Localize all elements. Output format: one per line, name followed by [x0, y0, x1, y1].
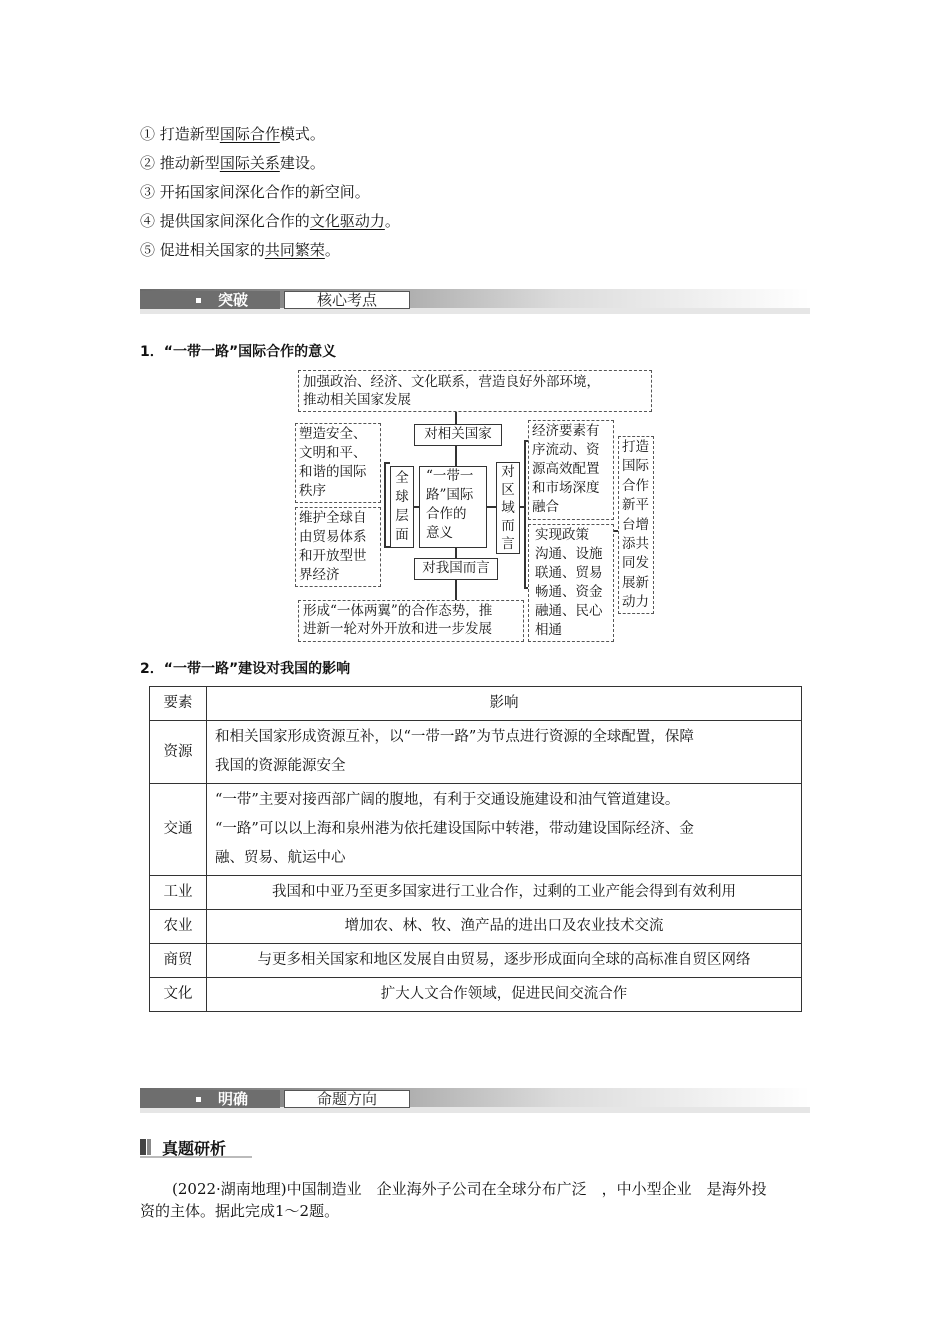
heading-impact: 2．“一带一路”建设对我国的影响 — [140, 661, 351, 677]
question-intro-line1: (2022·湖南地理)中国制造业 企业海外子公司在全球分布广泛 ，中小型企业 是海外投 — [172, 1180, 767, 1198]
left-box-trade: 维护全球自 由贸易体系 和开放型世 界经济 — [295, 507, 381, 587]
list-item: ③ 开拓国家间深化合作的新空间。 — [140, 183, 370, 201]
list-item: ② 推动新型国际关系建设。 — [140, 154, 325, 172]
table-row: 资源 和相关国家形成资源互补，以“一带一路”为节点进行资源的全球配置，保障 我国的资源能源安全 — [150, 721, 802, 784]
heading-real-questions: 真题研析 — [162, 1139, 227, 1158]
right-box-economy: 经济要素有 序流动、资 源高效配置 和市场深度 融合 — [528, 420, 614, 520]
to-china-box: 对我国而言 — [414, 558, 498, 580]
diagram-top-box: 加强政治、经济、文化联系，营造良好外部环境， 推动相关国家发展 — [298, 370, 652, 412]
regional-level-box: 对 区 域 而 言 — [496, 462, 520, 554]
table-row: 文化 扩大人文合作领域，促进民间交流合作 — [150, 978, 802, 1012]
section-banner-core: 突破 核心考点 — [140, 289, 810, 311]
diagram-bottom-box: 形成“一体两翼”的合作态势，推 进新一轮对外开放和进一步发展 — [298, 600, 524, 642]
list-item: ⑤ 促进相关国家的共同繁荣。 — [140, 241, 340, 259]
table-row: 工业 我国和中亚乃至更多国家进行工业合作，过剩的工业产能会得到有效利用 — [150, 876, 802, 910]
table-row: 交通 “一带”主要对接西部广阔的腹地，有利于交通设施建设和油气管道建设。 “一路”可以以上海和泉州港为依托建设国际中转港，带动建设国际经济、金 融、贸易、航运中心 — [150, 784, 802, 876]
left-box-order: 塑造安全、 文明和平、 和谐的国际 秩序 — [295, 423, 381, 503]
heading-significance: 1．“一带一路”国际合作的意义 — [140, 344, 337, 360]
section-banner-direction: 明确 命题方向 — [140, 1088, 810, 1110]
list-item: ④ 提供国家间深化合作的文化驱动力。 — [140, 212, 400, 230]
table-header-row: 要素 影响 — [150, 687, 802, 721]
section-marker-icon — [140, 1139, 156, 1155]
question-intro-line2: 资的主体。据此完成1～2题。 — [140, 1202, 340, 1220]
far-right-box: 打造 国际 合作 新平 台增 添共 同发 展新 动力 — [618, 436, 654, 614]
global-level-box: 全 球 层 面 — [390, 466, 414, 548]
impact-table — [149, 686, 802, 1012]
list-item: ① 打造新型国际合作模式。 — [140, 125, 325, 143]
right-box-connectivity: 实现政策 沟通、设施 联通、贸易 畅通、资金 融通、民心 相通 — [528, 524, 614, 642]
table-row: 商贸 与更多相关国家和地区发展自由贸易，逐步形成面向全球的高标准自贸区网络 — [150, 944, 802, 978]
center-box: “一带一 路”国际 合作的 意义 — [419, 466, 487, 548]
to-countries-box: 对相关国家 — [414, 424, 502, 446]
table-row: 农业 增加农、林、牧、渔产品的进出口及农业技术交流 — [150, 910, 802, 944]
